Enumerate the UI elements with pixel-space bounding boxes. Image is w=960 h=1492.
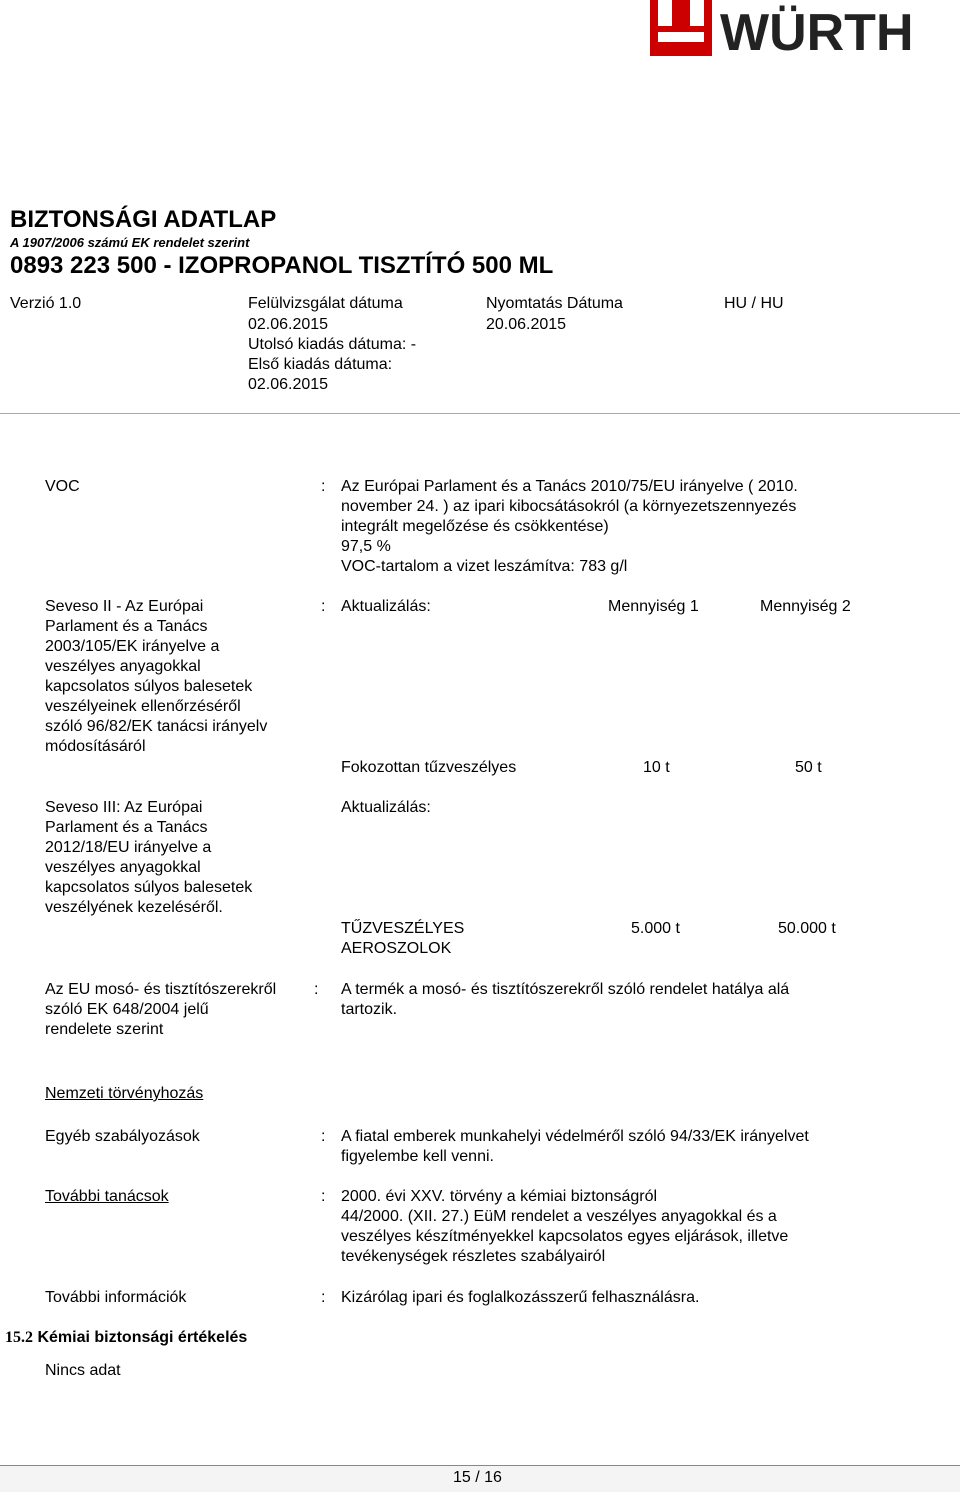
first-issue-label: Első kiadás dátuma: — [248, 356, 393, 373]
seveso2-update: Aktualizálás: — [341, 598, 431, 615]
review-date: 02.06.2015 — [248, 316, 329, 333]
wurth-logo — [650, 0, 960, 60]
seveso2-qty2: 50 t — [795, 759, 822, 776]
further-info-value: Kizárólag ipari és foglalkozásszerű felhasználásra. — [341, 1289, 700, 1306]
page-number: 15 / 16 — [453, 1469, 502, 1486]
svg-text:WÜRTH: WÜRTH — [720, 4, 914, 60]
further-advice-label: További tanácsok — [45, 1188, 169, 1205]
voc-colon: : — [321, 478, 326, 495]
section-title: Kémiai biztonsági értékelés — [37, 1329, 248, 1346]
detergent-label: Az EU mosó- és tisztítószerekről szóló EK 648/2004 jelű rendelete szerint — [45, 981, 277, 1038]
seveso3-label: Seveso III: Az Európai Parlament és a Tanács 2012/18/EU irányelve a veszélyes anyagokkal kapcsolatos súlyos balesetek veszélyének kezeléséről. — [45, 799, 253, 916]
qty2-header: Mennyiség 2 — [760, 598, 851, 615]
seveso3-update: Aktualizálás: — [341, 799, 431, 816]
national-heading: Nemzeti törvényhozás — [45, 1085, 204, 1102]
document-title: BIZTONSÁGI ADATLAP — [10, 206, 277, 233]
header-divider — [0, 413, 960, 414]
voc-label: VOC — [45, 478, 80, 495]
section-number: 15.2 — [5, 1329, 33, 1346]
voc-value: Az Európai Parlament és a Tanács 2010/75/EU irányelve ( 2010. november 24. ) az ipari kibocsátásokról (a környezetszennyezés integrált megelőzése és csökkentése) 97,5 % VOC-tartalom a vizet leszámítva: 783 g/l — [341, 478, 798, 575]
seveso2-item: Fokozottan tűzveszélyes — [341, 759, 517, 776]
other-regulations-label: Egyéb szabályozások — [45, 1128, 200, 1145]
seveso2-colon: : — [321, 598, 326, 615]
chem-value: Nincs adat — [45, 1362, 121, 1379]
review-label: Felülvizsgálat dátuma — [248, 295, 403, 312]
last-issue: Utolsó kiadás dátuma: - — [248, 336, 417, 353]
detergent-value: A termék a mosó- és tisztítószerekről szóló rendelet hatálya alá tartozik. — [341, 981, 790, 1018]
language: HU / HU — [724, 295, 784, 312]
document-subtitle: A 1907/2006 számú EK rendelet szerint — [10, 235, 250, 250]
product-name: 0893 223 500 - IZOPROPANOL TISZTÍTÓ 500 ML — [10, 252, 554, 279]
seveso3-qty1: 5.000 t — [631, 920, 680, 937]
seveso3-qty2: 50.000 t — [778, 920, 836, 937]
seveso2-label: Seveso II - Az Európai Parlament és a Tanács 2003/105/EK irányelve a veszélyes anyagokkal kapcsolatos súlyos balesetek veszélyeinek ellenőrzéséről szóló 96/82/EK tanácsi irányelv módosításáról — [45, 598, 268, 755]
further-advice-value: 2000. évi XXV. törvény a kémiai biztonságról 44/2000. (XII. 27.) EüM rendelet a veszélyes anyagokkal és a veszélyes készítményekkel kapcsolatos egyes eljárások, illetve tevékenységek részletes szabályairól — [341, 1188, 789, 1265]
further-info-colon: : — [321, 1289, 326, 1306]
other-regulations-colon: : — [321, 1128, 326, 1145]
further-advice-colon: : — [321, 1188, 326, 1205]
other-regulations-value: A fiatal emberek munkahelyi védelméről szóló 94/33/EK irányelvet figyelembe kell venni. — [341, 1128, 809, 1165]
section-15-2-heading — [5, 1328, 247, 1348]
print-date: 20.06.2015 — [486, 316, 567, 333]
detergent-colon: : — [314, 981, 319, 998]
version: Verzió 1.0 — [10, 295, 82, 312]
further-info-label: További információk — [45, 1289, 187, 1306]
first-issue-date: 02.06.2015 — [248, 376, 329, 393]
seveso2-qty1: 10 t — [643, 759, 670, 776]
qty1-header: Mennyiség 1 — [608, 598, 699, 615]
print-label: Nyomtatás Dátuma — [486, 295, 623, 312]
seveso3-item: TŰZVESZÉLYES AEROSZOLOK — [341, 920, 465, 957]
